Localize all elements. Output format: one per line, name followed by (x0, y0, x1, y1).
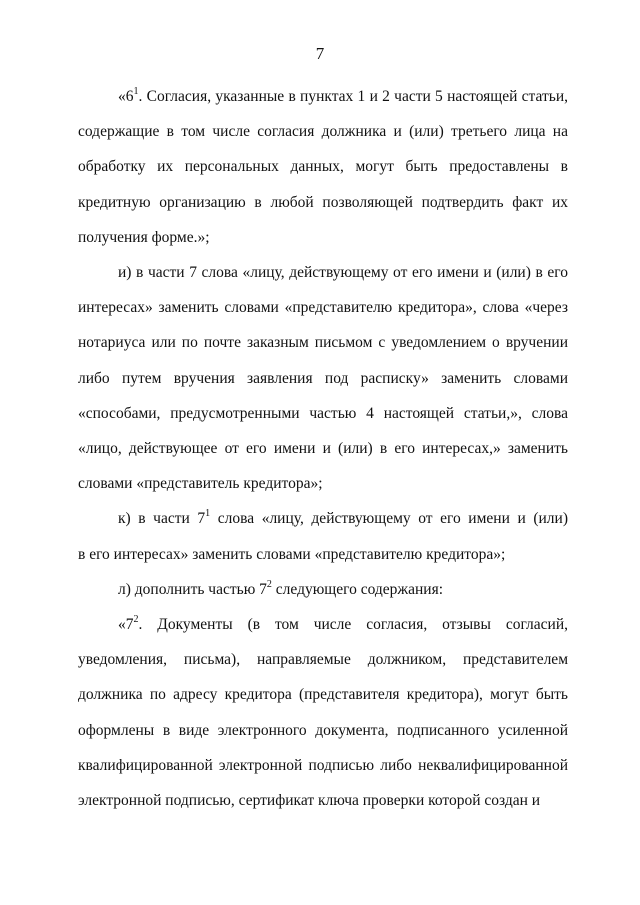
superscript: 2 (133, 613, 139, 625)
text-line (78, 572, 568, 607)
text-segment: «7 (118, 616, 134, 634)
page-number: 7 (315, 44, 325, 63)
text-segment: слова «лицу, действующему от его имени и (или) (210, 510, 568, 528)
document-body (78, 79, 568, 818)
superscript: 2 (266, 578, 272, 590)
text-segment: нотариуса или по почте заказным письмом с уведомлением о вручении (78, 334, 568, 352)
text-segment: . Согласия, указанные в пунктах 1 и 2 части 5 настоящей статьи, (138, 88, 568, 105)
superscript: 1 (205, 508, 211, 520)
text-line (78, 607, 568, 642)
text-line (78, 79, 568, 114)
text-line (78, 748, 568, 783)
text-segment: «лицо, действующее от его имени и (или) в его интересах,» заменить (78, 440, 568, 458)
text-segment: должника по адресу кредитора (представителя кредитора), могут быть (78, 686, 568, 704)
text-segment: кредитную организацию в любой позволяющей подтвердить факт их (78, 193, 568, 211)
text-line (78, 325, 568, 360)
text-line (78, 149, 568, 184)
text-line (78, 290, 568, 325)
text-segment: уведомления, письма), направляемые должником, представителем (78, 651, 568, 669)
paragraph (78, 607, 568, 818)
text-segment: получения форме.»; (78, 228, 210, 246)
text-line (78, 431, 568, 466)
text-line (78, 501, 568, 536)
text-line (78, 677, 568, 712)
text-segment: словами «представитель кредитора»; (78, 475, 323, 493)
text-line (78, 642, 568, 677)
paragraph (78, 255, 568, 501)
text-segment: обработку их персональных данных, могут быть предоставлены в (78, 158, 568, 176)
text-segment: интересах» заменить словами «представителю кредитора», слова «через (78, 299, 568, 317)
text-line (78, 185, 568, 220)
text-line (78, 396, 568, 431)
text-segment: либо путем вручения заявления под расписку» заменить словами (78, 369, 568, 387)
superscript: 1 (133, 85, 139, 97)
text-segment: оформлены в виде электронного документа, подписанного усиленной (78, 721, 568, 739)
text-segment: содержащие в том числе согласия должника и (или) третьего лица на (78, 123, 568, 141)
text-segment: квалифицированной электронной подписью либо неквалифицированной (78, 756, 568, 774)
text-line (78, 537, 568, 572)
paragraph (78, 501, 568, 571)
text-segment: к) в части 7 (118, 510, 206, 528)
text-segment: «способами, предусмотренными частью 4 настоящей статьи,», слова (78, 404, 568, 422)
text-segment: л) дополнить частью 7 (118, 580, 267, 598)
text-segment: «6 (118, 88, 134, 105)
text-segment: электронной подписью, сертификат ключа проверки которой создан и (78, 792, 541, 810)
text-line (78, 220, 568, 255)
text-segment: следующего содержания: (271, 580, 444, 598)
text-segment: . Документы (в том числе согласия, отзывы согласий, (138, 616, 568, 634)
text-segment: в его интересах» заменить словами «представителю кредитора»; (78, 545, 506, 563)
text-line (78, 466, 568, 501)
text-line (78, 114, 568, 149)
text-line (78, 713, 568, 748)
paragraph (78, 572, 568, 607)
text-segment: и) в части 7 слова «лицу, действующему от его имени и (или) в его (118, 264, 568, 282)
text-line (78, 783, 568, 818)
text-line (78, 361, 568, 396)
paragraph (78, 79, 568, 255)
text-line (78, 255, 568, 290)
